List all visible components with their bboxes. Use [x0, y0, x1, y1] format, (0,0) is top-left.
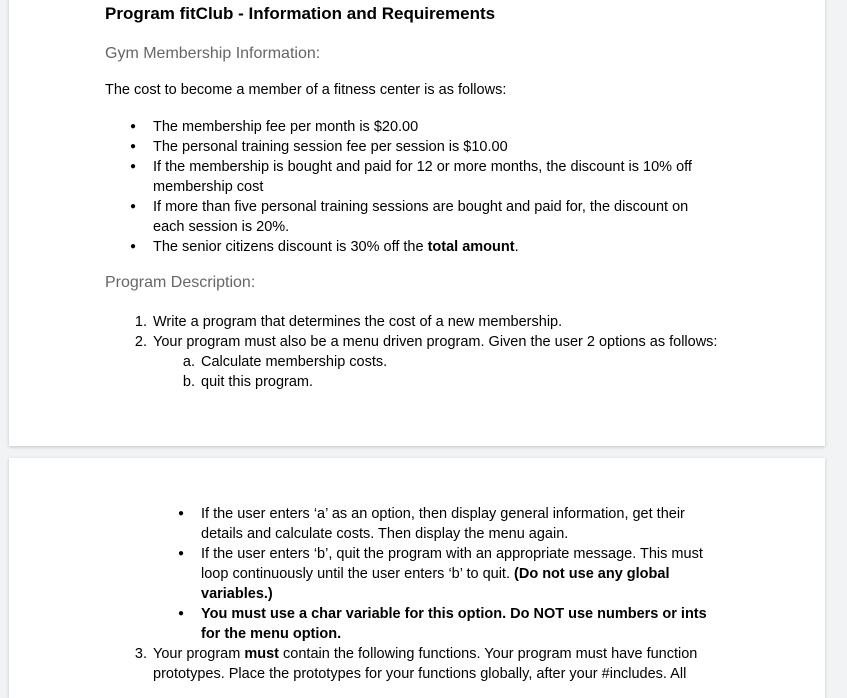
bold-text: total amount — [427, 239, 515, 255]
cost-list — [153, 117, 692, 257]
bold-text: (Do not use any global — [514, 566, 670, 582]
list-item: 2. Your program must also be a menu driven program. Given the user 2 options as follows: — [134, 334, 718, 350]
list-item: ● If the membership is bought and paid for 12 or more months, the discount is 10% off membership cost — [153, 157, 692, 197]
list-item: ● The membership fee per month is $20.00 — [153, 117, 692, 137]
bold-text: You must use a char variable for this option. Do NOT use numbers or ints — [201, 606, 707, 622]
list-item: ● If more than five personal training sessions are bought and paid for, the discount on each session is 20%. — [153, 197, 692, 237]
document-title: Program fitClub - Information and Requirements — [105, 4, 496, 23]
bold-text: must — [244, 646, 280, 662]
list-item: b. quit this program. — [182, 374, 314, 390]
document-page-1 — [9, 0, 825, 446]
steps-list-continued — [134, 644, 698, 684]
menu-options-list — [182, 352, 388, 392]
document-page-2 — [9, 458, 825, 698]
menu-behavior-list — [201, 504, 707, 644]
list-item: a. Calculate membership costs. — [182, 354, 388, 370]
program-description-heading: Program Description: — [105, 274, 256, 291]
bold-text: variables.) — [201, 586, 273, 602]
list-item — [201, 604, 707, 644]
list-item: ● If the user enters ‘b’, quit the program with an appropriate message. This must loop continuously until the user enters ‘b’ to quit. (Do not use any global variables.) — [201, 544, 707, 604]
gym-membership-heading: Gym Membership Information: — [105, 45, 321, 62]
list-item: ● The personal training session fee per session is $10.00 — [153, 137, 692, 157]
list-item: 1. Write a program that determines the cost of a new membership. — [134, 314, 563, 330]
bold-text: for the menu option. — [201, 626, 342, 642]
list-item: ● The senior citizens discount is 30% off the total amount. — [153, 237, 692, 257]
steps-list — [134, 312, 718, 352]
list-item: ● If the user enters ‘a’ as an option, then display general information, get their details and calculate costs. Then display the menu again. — [201, 504, 707, 544]
list-item: 3. Your program must contain the following functions. Your program must have function prototypes. Place the prototypes for your functions globally, after your #includes. All — [134, 646, 698, 682]
intro-paragraph: The cost to become a member of a fitness center is as follows: — [105, 82, 507, 98]
